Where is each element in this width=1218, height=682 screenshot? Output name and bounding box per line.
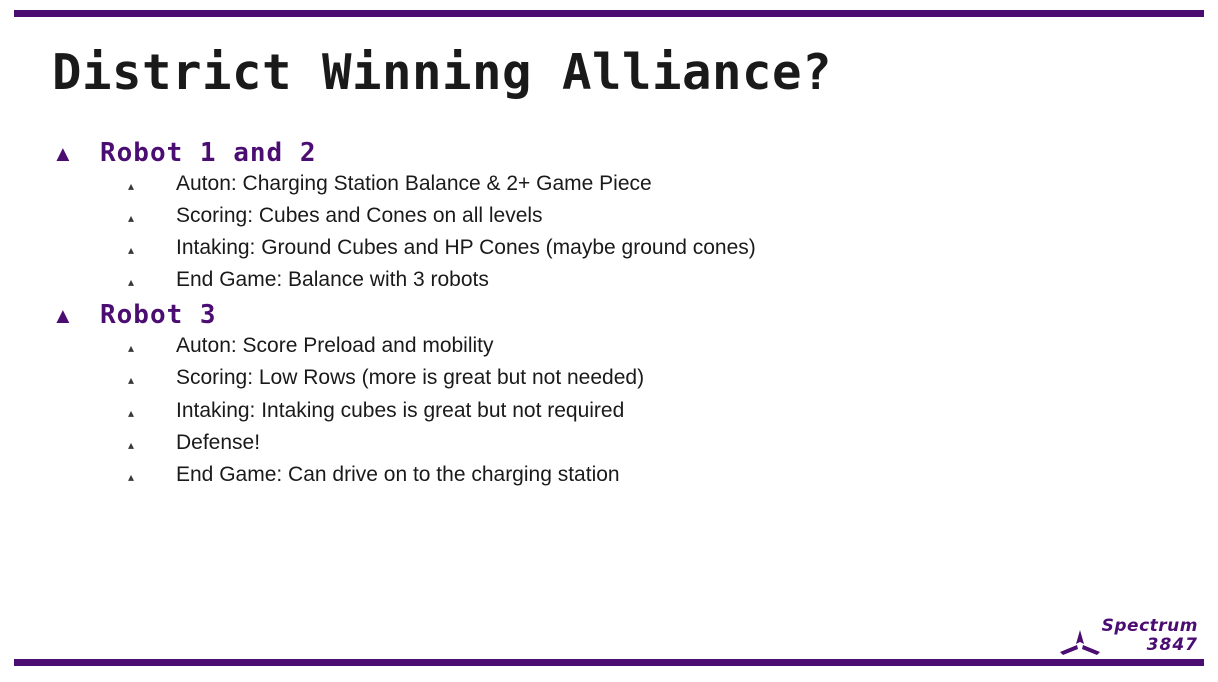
triangle-up-small-icon: ▴: [128, 469, 135, 484]
triangle-up-small-icon: ▴: [128, 179, 135, 193]
bullet-level1-label: Robot 1 and 2: [100, 138, 317, 168]
logo-wordmark: Spectrum: [1101, 616, 1198, 636]
bullet-level2-label: End Game: Balance with 3 robots: [176, 268, 489, 292]
bullet-level2-label: Scoring: Low Rows (more is great but not needed): [176, 366, 645, 390]
bullet-level2: [52, 236, 1172, 259]
triangle-up-icon: ▲: [52, 141, 74, 166]
triangle-up-icon: ▲: [52, 303, 74, 329]
triangle-up-small-icon: ▴: [128, 275, 135, 290]
bullet-level2-label: Auton: Score Preload and mobility: [176, 334, 494, 358]
bullet-level1: [52, 138, 1172, 168]
top-divider-rule: [14, 10, 1204, 17]
triangle-up-small-icon: ▴: [128, 243, 135, 258]
triangle-up-small-icon: ▴: [128, 405, 135, 420]
bullet-level2: [52, 366, 1172, 389]
triangle-up-small-icon: ▴: [128, 341, 135, 356]
bullet-level2-label: End Game: Can drive on to the charging station: [176, 462, 620, 486]
bullet-level2: [52, 431, 1172, 454]
bottom-divider-rule: [14, 659, 1204, 666]
bullet-level2-label: Intaking: Intaking cubes is great but not required: [176, 398, 625, 422]
spectrum-arrow-icon: [1060, 630, 1100, 661]
bullet-group: [52, 300, 1172, 485]
logo-team-number: 3847: [1146, 635, 1198, 655]
bullet-level2-label: Defense!: [176, 430, 261, 454]
spectrum-logo: [1058, 616, 1198, 660]
slide-content: [52, 138, 1172, 495]
bullet-level2-label: Intaking: Ground Cubes and HP Cones (maybe ground cones): [176, 236, 756, 260]
triangle-up-small-icon: ▴: [128, 211, 135, 226]
bullet-level2: [52, 204, 1172, 227]
bullet-level2-label: Scoring: Cubes and Cones on all levels: [176, 204, 543, 228]
triangle-up-small-icon: ▴: [128, 437, 135, 452]
bullet-level1-label: Robot 3: [100, 300, 217, 331]
bullet-level1: [52, 300, 1172, 330]
bullet-level2: [52, 172, 1172, 195]
bullet-group: [52, 138, 1172, 291]
page-title: District Winning Alliance?: [52, 44, 833, 101]
bullet-level2-label: Auton: Charging Station Balance & 2+ Game Piece: [176, 172, 652, 195]
bullet-level2: [52, 334, 1172, 357]
bullet-level2: [52, 463, 1172, 486]
bullet-level2: [52, 399, 1172, 422]
bullet-level2: [52, 268, 1172, 291]
triangle-up-small-icon: ▴: [128, 373, 135, 388]
